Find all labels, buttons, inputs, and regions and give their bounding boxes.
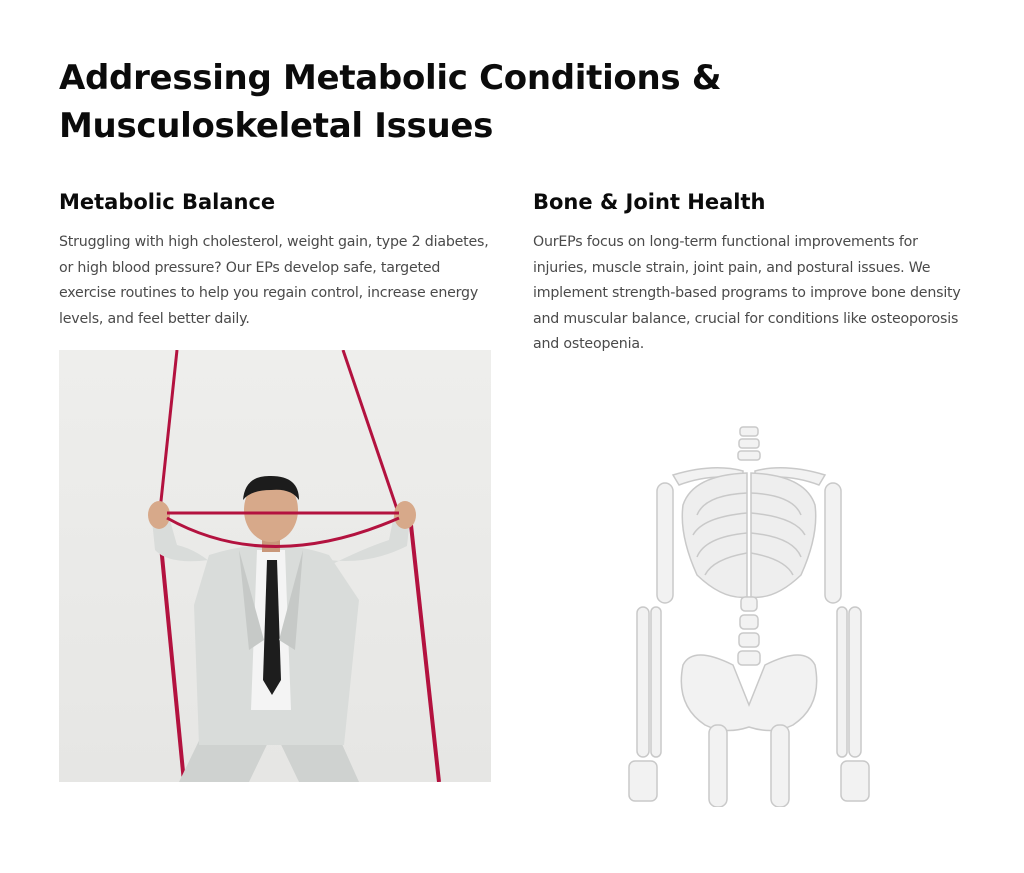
metabolic-balance-heading: Metabolic Balance — [59, 190, 276, 214]
bone-joint-health-section — [533, 186, 973, 358]
metabolic-balance-section — [59, 186, 499, 332]
page-title-line-2: Musculoskeletal Issues — [59, 106, 494, 146]
page-title — [59, 54, 859, 150]
metabolic-balance-text: Struggling with high cholesterol, weight gain, type 2 diabetes, or high blood pressure? Our EPs develop safe, targeted exercise routines to help you regain control, increase energy levels, and feel better daily. — [59, 234, 489, 327]
page-title-line-1: Addressing Metabolic Conditions & — [59, 58, 722, 98]
skeleton-photo — [533, 375, 965, 807]
bone-joint-health-text: OurEPs focus on long-term functional improvements for injuries, muscle strain, joint pain, and postural issues. We implement strength-based programs to improve bone density and muscular balance, crucial for conditions like osteoporosis and osteopenia. — [533, 234, 961, 352]
bone-joint-health-heading: Bone & Joint Health — [533, 190, 766, 214]
resistance-band-photo — [59, 350, 491, 782]
resistance-band-illustration — [59, 350, 491, 782]
skeleton-illustration — [533, 375, 965, 807]
